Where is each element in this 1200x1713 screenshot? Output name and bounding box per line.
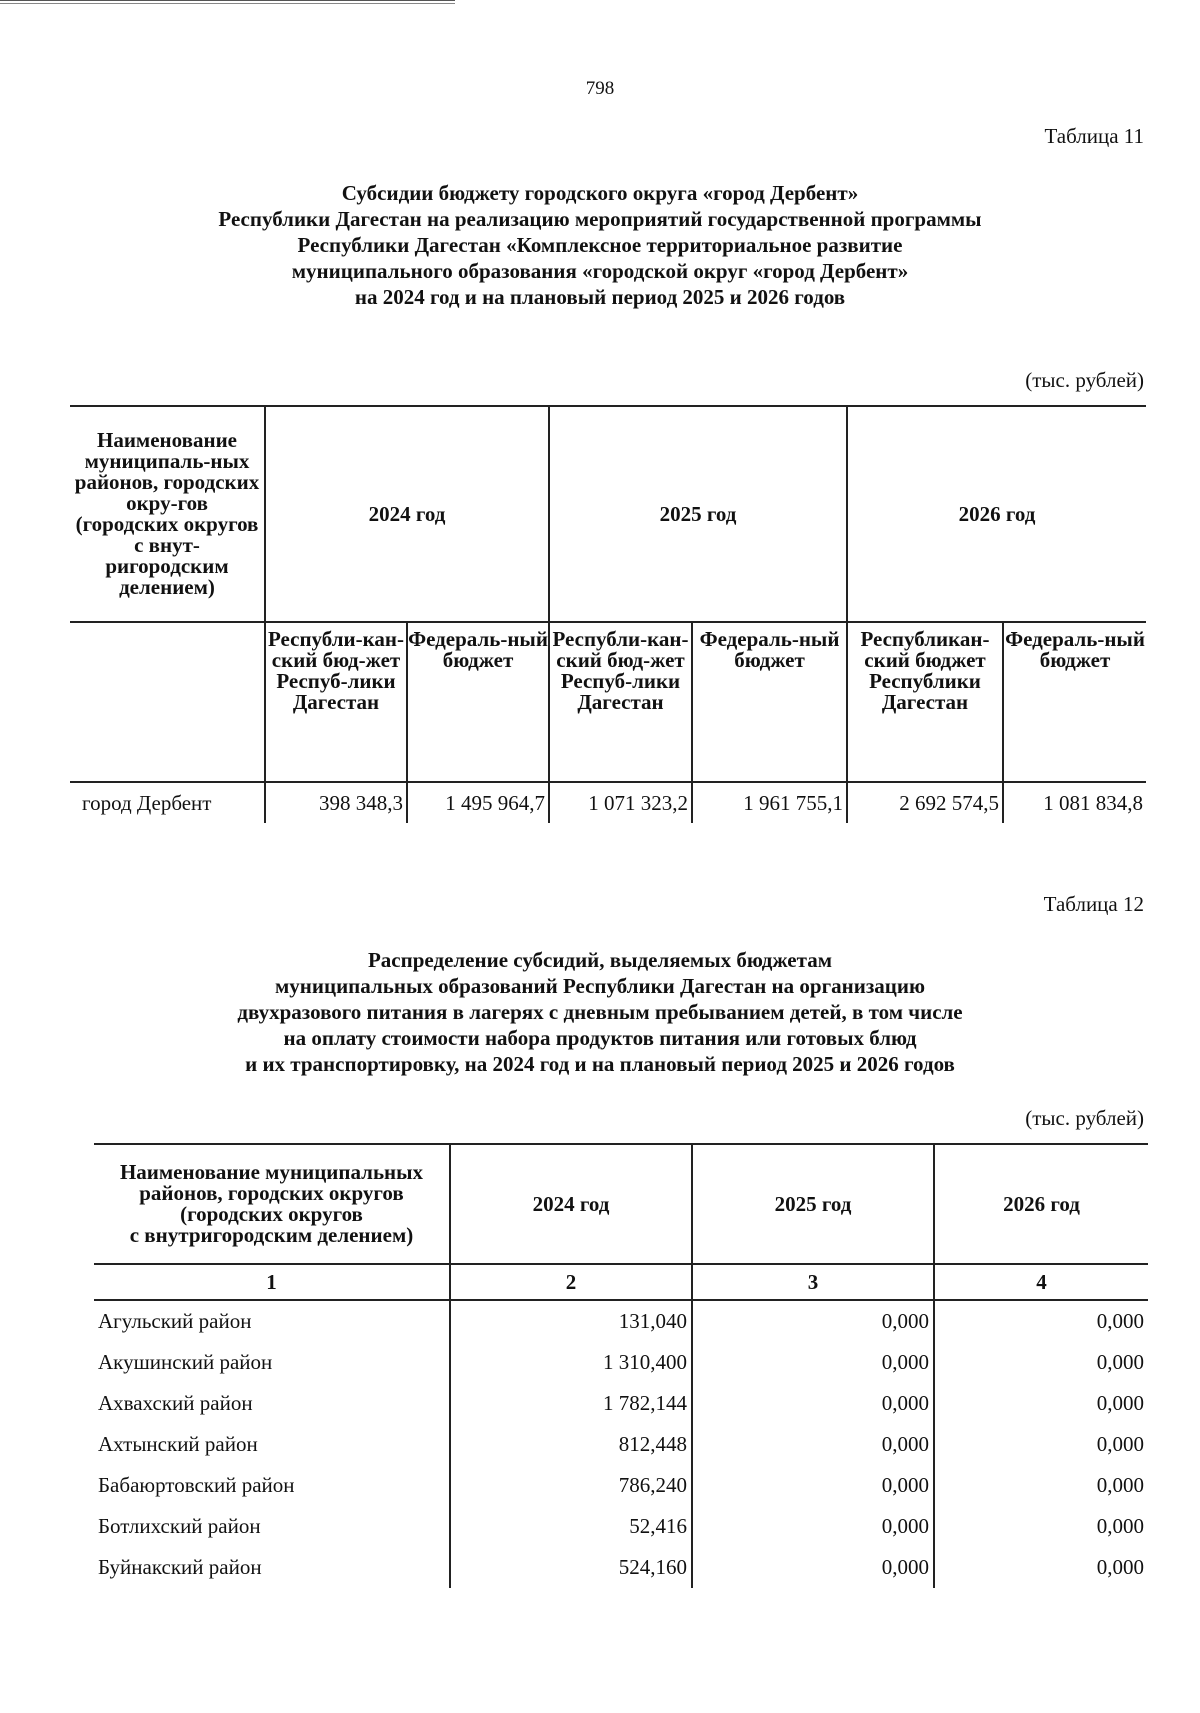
subheader-cell: Федераль-ный бюджет (407, 622, 549, 782)
title-line: двухразового питания в лагерях с дневным пребыванием детей, в том числе (237, 1000, 963, 1024)
table11-subheader-row (70, 622, 1146, 782)
page-number: 798 (585, 78, 615, 99)
title-line: Республики Дагестан «Комплексное территориальное развитие (297, 233, 903, 257)
row-value-2024: 1 310,400 (450, 1342, 692, 1383)
row-value-2026: 0,000 (1096, 1432, 1144, 1456)
header-year-2024: 2024 год (265, 406, 549, 622)
row-value: 398 348,3 (265, 782, 407, 823)
row-name: Бабаюртовский район (94, 1465, 450, 1506)
row-name: Ахвахский район (94, 1383, 450, 1424)
row-value-2024: 1 782,144 (450, 1383, 692, 1424)
title-line: муниципальных образований Республики Дагестан на организацию (274, 974, 926, 998)
subheader-cell: Республи-кан-ский бюд-жет Респуб-лики Дагестан (265, 622, 407, 782)
row-value-2026: 0,000 (1096, 1514, 1144, 1538)
row-value-2026: 0,000 (1096, 1309, 1144, 1333)
title-line: и их транспортировку, на 2024 год и на плановый период 2025 и 2026 годов (245, 1052, 955, 1076)
table12-header-row (94, 1144, 1148, 1264)
row-value-2024: 812,448 (450, 1424, 692, 1465)
header-name-cell: Наименование муниципаль-ных районов, городских окру-гов (городских округов с внут-ригородским делением) (70, 406, 265, 622)
row-name: Буйнакский район (94, 1547, 450, 1588)
subheader-cell: Федераль-ный бюджет (692, 622, 847, 782)
header-year-2024: 2024 год (450, 1144, 692, 1264)
row-value: 1 961 755,1 (692, 782, 847, 823)
row-value-2025: 0,000 (692, 1342, 934, 1383)
title-line: Субсидии бюджету городского округа «город Дербент» (341, 181, 859, 205)
header-name-line: районов, городских округов (139, 1181, 404, 1205)
subheader-cell: Республи-кан-ский бюд-жет Респуб-лики Дагестан (549, 622, 692, 782)
table-row (94, 1506, 1148, 1547)
row-value-2025: 0,000 (692, 1300, 934, 1342)
table12 (94, 1143, 1148, 1588)
header-name-line: с внутригородским делением) (129, 1223, 414, 1247)
row-value-2025: 0,000 (692, 1424, 934, 1465)
table-row (94, 1300, 1148, 1342)
row-value-2024: 524,160 (450, 1547, 692, 1588)
title-line: Республики Дагестан на реализацию мероприятий государственной программы (218, 207, 982, 231)
title-line: на оплату стоимости набора продуктов питания или готовых блюд (283, 1026, 917, 1050)
table12-units: (тыс. рублей) (1025, 1106, 1144, 1130)
column-number: 2 (450, 1264, 692, 1300)
header-name-line: (городских округов (180, 1202, 363, 1226)
subheader-cell: Республикан-ский бюджет Республики Дагестан (847, 622, 1003, 782)
row-value-2025: 0,000 (692, 1506, 934, 1547)
column-number: 4 (934, 1264, 1148, 1300)
title-line: на 2024 год и на плановый период 2025 и 2026 годов (354, 285, 846, 309)
row-value: 2 692 574,5 (847, 782, 1003, 823)
row-value-2025: 0,000 (692, 1465, 934, 1506)
header-year-2025: 2025 год (692, 1144, 934, 1264)
header-year-2026: 2026 год (847, 406, 1146, 622)
row-value-2024: 52,416 (450, 1506, 692, 1547)
title-line: Распределение субсидий, выделяемых бюджетам (367, 948, 832, 972)
header-name-cell (94, 1144, 450, 1264)
header-year-2026: 2026 год (934, 1144, 1148, 1264)
header-name-line: Наименование муниципальных (119, 1160, 424, 1184)
column-number: 1 (94, 1264, 450, 1300)
table12-column-numbers-row (94, 1264, 1148, 1300)
scan-artifact-line (0, 0, 455, 1)
row-value-2026: 0,000 (1096, 1473, 1144, 1497)
table-row (94, 1383, 1148, 1424)
table11 (70, 405, 1146, 823)
row-name: Агульский район (94, 1300, 450, 1342)
table12-label: Таблица 12 (1043, 892, 1144, 916)
scan-artifact-line (0, 3, 455, 4)
subheader-empty-cell (70, 622, 265, 782)
table11-units: (тыс. рублей) (1025, 368, 1144, 392)
row-value: 1 495 964,7 (407, 782, 549, 823)
table-row (70, 782, 1146, 823)
table-row (94, 1424, 1148, 1465)
table-row (94, 1342, 1148, 1383)
header-year-2025: 2025 год (549, 406, 847, 622)
table-row (94, 1547, 1148, 1588)
row-name: Ботлихский район (94, 1506, 450, 1547)
column-number: 3 (692, 1264, 934, 1300)
title-line: муниципального образования «городской округ «город Дербент» (291, 259, 909, 283)
table12-title (60, 947, 1140, 1077)
subheader-cell: Федераль-ный бюджет (1003, 622, 1146, 782)
row-value-2026: 0,000 (1096, 1350, 1144, 1374)
row-name: Ахтынский район (94, 1424, 450, 1465)
row-value-2026: 0,000 (1096, 1555, 1144, 1579)
row-value-2025: 0,000 (692, 1383, 934, 1424)
table11-label: Таблица 11 (1044, 124, 1144, 148)
table11-title (60, 180, 1140, 310)
row-value-2024: 131,040 (450, 1300, 692, 1342)
row-value-2024: 786,240 (450, 1465, 692, 1506)
row-name: Акушинский район (94, 1342, 450, 1383)
table-row (94, 1465, 1148, 1506)
row-name: город Дербент (70, 782, 265, 823)
table11-header-row (70, 406, 1146, 622)
row-value: 1 071 323,2 (549, 782, 692, 823)
row-value: 1 081 834,8 (1043, 790, 1143, 815)
row-value-2025: 0,000 (692, 1547, 934, 1588)
row-value-2026: 0,000 (1096, 1391, 1144, 1415)
